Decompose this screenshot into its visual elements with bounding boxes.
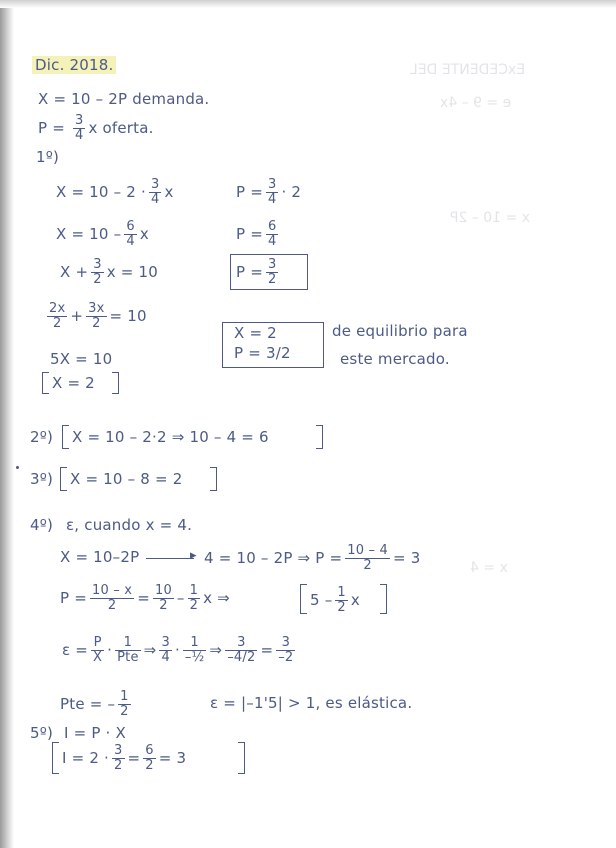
part4-line1-start: X = 10–2P — [60, 548, 140, 566]
part2-text: X = 10 – 2·2 ⇒ 10 – 4 = 6 — [72, 428, 269, 446]
page-shadow-top — [0, 0, 616, 8]
equilibrium-p: P = 3/2 — [234, 344, 291, 362]
bleed-text: ExCEDENTE DEL — [410, 62, 526, 78]
part1-line1-right: P = $\frac{3}{4}$ · 2 — [236, 177, 302, 207]
part5-line1: I = 2 · $\frac{3}{2}$ = $\frac{6}{2}$ = 3 — [62, 743, 187, 773]
bracket-left — [42, 372, 49, 394]
bracket-right — [316, 425, 323, 449]
bracket-right — [210, 467, 217, 491]
part1-label: 1º) — [36, 148, 60, 166]
bracket-left — [300, 584, 307, 614]
date-heading: Dic. 2018. — [32, 56, 116, 74]
bracket-right — [238, 742, 245, 774]
part4-line2-result: 5 – $\frac{1}{2}$ x — [310, 585, 360, 615]
part1-line2-right: P = $\frac{6}{4}$ — [236, 219, 277, 249]
part4-conclusion: ε = |–1'5| > 1, es elástica. — [210, 694, 413, 712]
part1-line2-left: X = 10 – $\frac{6}{4}$ x — [56, 219, 149, 249]
equilibrium-note-1: de equilibrio para — [332, 322, 468, 340]
bracket-left — [52, 742, 59, 774]
part1-line4: $\frac{2x}{2}$ + $\frac{3x}{2}$ = 10 — [49, 301, 147, 331]
part2-label: 2º) — [30, 428, 54, 446]
bracket-right — [112, 372, 119, 394]
part5-label: 5º) — [30, 724, 54, 742]
equilibrium-note-2: este mercado. — [340, 350, 450, 368]
part4-line3: ε = $\frac{P}{X}$ · $\frac{1}{\text{Pte}}$ ⇒ $\frac{3}{4}$ · $\frac{1}{\text{–½}}$ ⇒ $\frac{3}{-4/2}$ = $\frac{3}{-2}$ — [62, 635, 294, 665]
part4-label: 4º) — [30, 516, 54, 534]
part4-title: ε, cuando x = 4. — [66, 516, 193, 534]
bleed-text: x = 10 – 2P — [450, 210, 530, 226]
part4-line2: P = $\frac{10 - x}{2}$ = $\frac{10}{2}$ – $\frac{1}{2}$ x ⇒ — [60, 583, 230, 613]
demand-equation: X = 10 – 2P demanda. — [38, 90, 210, 108]
part1-result: X = 2 — [52, 374, 95, 392]
bleed-text: x = 4 — [470, 560, 508, 576]
arrow-line — [146, 558, 194, 559]
bracket-right — [380, 584, 387, 614]
bleed-text: e = 9 – 4x — [440, 95, 512, 111]
bracket-left — [60, 467, 67, 491]
part3-text: X = 10 – 8 = 2 — [70, 470, 183, 488]
part4-line1: 4 = 10 – 2P ⇒ P = $\frac{10 - 4}{2}$ = 3 — [204, 543, 421, 573]
page-shadow-left — [0, 0, 14, 848]
part3-label: 3º) — [30, 470, 54, 488]
stray-dot — [16, 466, 19, 469]
arrow-head: ▸ — [190, 548, 197, 563]
part1-line5: 5X = 10 — [50, 350, 113, 368]
supply-equation: P = $\frac{3}{4}$ x oferta. — [38, 113, 154, 143]
bracket-left — [62, 425, 69, 449]
part1-line3-right: P = $\frac{3}{2}$ — [236, 257, 277, 287]
part4-slope: Pte = – $\frac{1}{2}$ — [60, 689, 129, 719]
part1-line1-left: X = 10 – 2 · $\frac{3}{4}$ x — [56, 177, 174, 207]
equilibrium-x: X = 2 — [234, 324, 277, 342]
part5-title: I = P · X — [64, 724, 126, 742]
part1-line3-left: X + $\frac{3}{2}$ x = 10 — [60, 257, 158, 287]
